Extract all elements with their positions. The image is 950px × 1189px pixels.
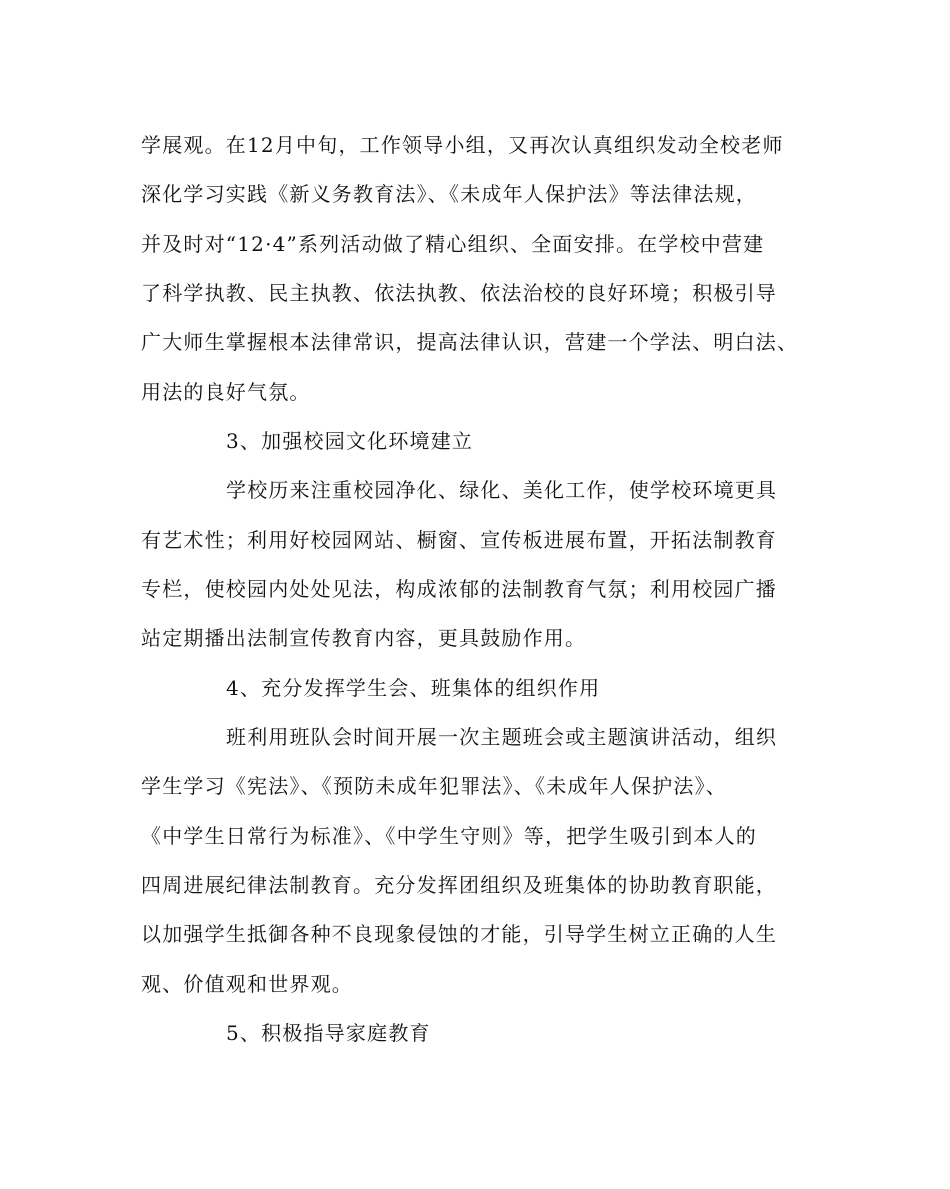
text-line: 观、价值观和世界观。 — [141, 972, 353, 996]
section-heading: 3、加强校园文化环境建立 — [226, 429, 474, 453]
text-line: 班利用班队会时间开展一次主题班会或主题演讲活动，组织 — [226, 725, 778, 749]
text-line: 专栏，使校园内处处见法，构成浓郁的法制教育气氛；利用校园广播 — [141, 577, 777, 601]
text-line: 学生学习《宪法》、《预防未成年犯罪法》、《未成年人保护法》、 — [141, 774, 727, 798]
text-line: 深化学习实践《新义务教育法》、《未成年人保护法》等法律法规， — [141, 182, 757, 206]
section-heading: 4、充分发挥学生会、班集体的组织作用 — [226, 676, 601, 700]
text-line: 四周进展纪律法制教育。充分发挥团组织及班集体的协助教育职能， — [141, 873, 777, 897]
text-line: 有艺术性；利用好校园网站、橱窗、宣传板进展布置，开拓法制教育 — [141, 528, 777, 552]
text-line: 了科学执教、民主执教、依法执教、依法治校的良好环境；积极引导 — [141, 281, 777, 305]
text-line: 《中学生日常行为标准》、《中学生守则》等，把学生吸引到本人的 — [141, 824, 757, 848]
text-line: 以加强学生抵御各种不良现象侵蚀的才能，引导学生树立正确的人生 — [141, 922, 777, 946]
text-line: 站定期播出法制宣传教育内容，更具鼓励作用。 — [141, 626, 587, 650]
text-line: 广大师生掌握根本法律常识，提高法律认识，营建一个学法、明白法、 — [141, 330, 799, 354]
text-line: 学校历来注重校园净化、绿化、美化工作，使学校环境更具 — [226, 478, 778, 502]
section-heading: 5、积极指导家庭教育 — [226, 1021, 431, 1045]
text-line: 并及时对“12·4”系列活动做了精心组织、全面安排。在学校中营建 — [141, 232, 765, 256]
text-line: 用法的良好气氛。 — [141, 380, 311, 404]
text-line: 学展观。在12月中旬，工作领导小组，又再次认真组织发动全校老师 — [141, 133, 784, 157]
